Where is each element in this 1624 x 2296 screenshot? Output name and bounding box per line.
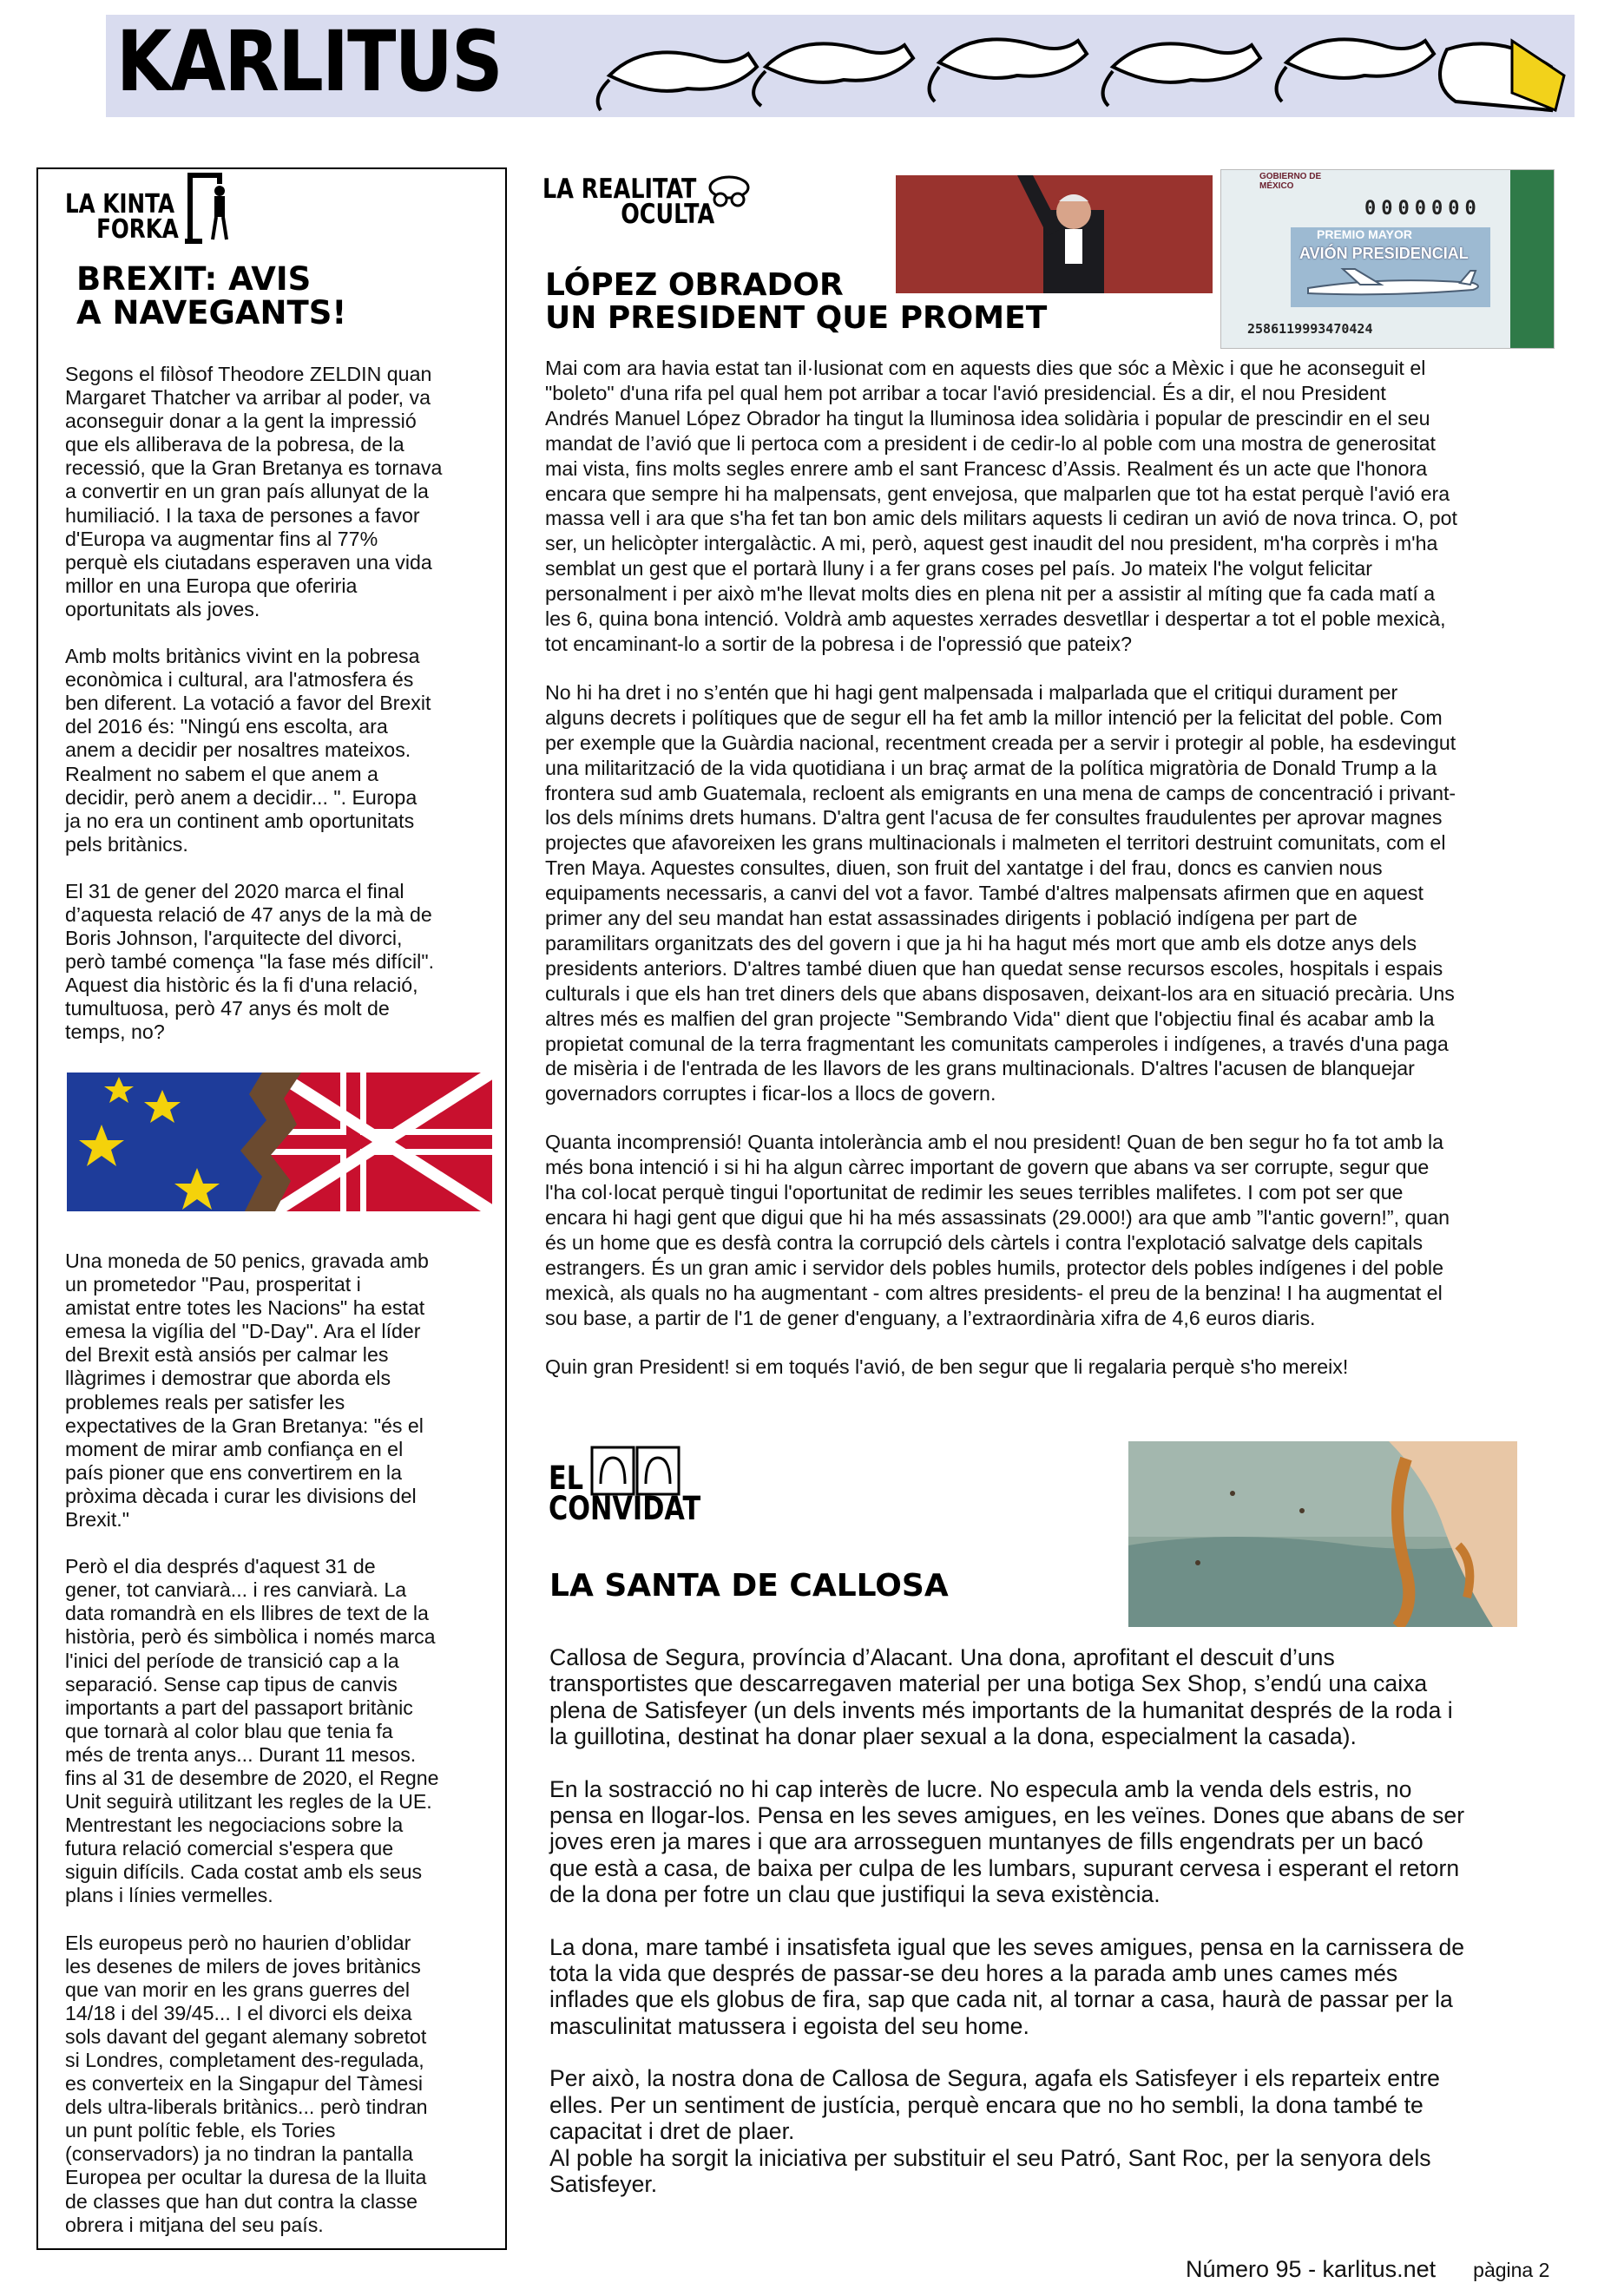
section-logo-line: OCULTA [621,199,715,231]
ticket-prize: AVIÓN PRESIDENCIAL [1299,245,1469,262]
venus-painting [1128,1441,1517,1627]
paragraph: Per això, la nostra dona de Callosa de Segura, agafa els Satisfeyer i els reparteix entre elles. Per un sentiment de justícia, perquè encara que no ho sembli, la dona també te capacitat i dret de plaer. Al poble ha sorgit la iniciativa per substituir el seu Patró, Sant Roc, per la senyora dels Satisfeyer. [549,2065,1440,2197]
la-kinta-forka-logo [65,189,204,245]
paragraph: Quin gran President! si em toqués l'avió, de ben segur que li regalaria perquè s'ho mereix! [545,1355,1349,1378]
section-logo-line: LA KINTA [65,189,174,220]
brexit-headline: BREXIT: AVIS A NAVEGANTS! [76,260,347,331]
paragraph: Segons el filòsof Theodore ZELDIN quan Margaret Thatcher va arribar al poder, va aconseguir donar a la gent la impressió que els alliberava de la pobresa, de la recessió, que la Gran Bretanya es tornava a convertir en un gran país allunyat de la humiliació. I la taxa de persones a favor d'Europa va augmentar fins al 77% perquè els ciutadans esperaven una vida millor en una Europa que oferiria oportunitats als joves. [65,363,443,620]
paragraph: En la sostracció no hi cap interès de lucre. No especula amb la venda dels estris, no pensa en llogar-los. Pensa en les seves amigues, en les veïnes. Dones que abans de ser joves eren ja mares i que ara arrosseguen muntanyes de fills engendrats per un bacó que està a casa, de baixa per culpa de les lumbars, supurant cervesa i esperant el retorn de la dona per fotre un clau que justifiqui la seva existència. [549,1775,1465,1908]
santa-callosa-headline: LA SANTA DE CALLOSA [549,1568,949,1604]
ticket-serial: 2586119993470424 [1247,321,1373,337]
paragraph: Mai com ara havia estat tan il·lusionat com en aquests dies que sóc a Mèxic i que he aconseguit el "boleto" d'una rifa pel qual hem pot arribar a tocar l'avió presidencial. És a dir, el nou President Andrés Manuel López Obrador ha tingut la lluminosa idea solidària i popular de prescindir en el seu mandat de l’avió que li pertoca com a president i de cedir-lo al poble com una mostra de generositat mai vista, fins molts segles enrere amb el sant Francesc d’Assis. Realment és un acte que l'honora encara que sempre hi ha malpensats, gent envejosa, que malparlen que tot ha estat perquè l'avió era massa vell i ara que s'ha fet tan bon amic dels militars aquests li cediran un avió de nova trinca. O, pot ser, un helicòpter intergalàctic. A mi, però, aquest gest inaudit del nou president, m'ha corprès i m'ha semblat un gest que el portarà lluny i a fer grans coses pel país. Jo mateix l'he volgut felicitar personalment i per això m'he llevat molts dies en plena nit per a assistir al míting que fa cada matí a les 6, quina bona intenció. Voldrà amb aquestes xerrades desvetllar i despertar a tot el poble mexicà, tot encaminant-lo a sortir de la pobresa i de l'opressió que pateix? [545,357,1457,655]
paragraph: Quanta incomprensió! Quanta intolerància amb el nou president! Quan de ben segur ho fa tot amb la més bona intenció i si hi ha algun càrrec important de govern que abans va ser corrupte, segur que l'ha col·locat perquè tingui l'oportunitat de redimir les seues terribles malifetes. I com pot ser que encara hi hagi gent que digui que hi ha més assassinats (29.000!) ara que amb ”l'antic govern!”, quan és un home que es desfà contra la corrupció dels càrtels i contra l'explotació salvatge dels capitals estrangers. És un gran amic i servidor dels pobles humils, protector dels pobles indígenes i del poble mexicà, als quals no ha augmentant - com altres presidents- el preu de la benzina! I ha augmentat el sou base, a partir de l'1 de gener d'enguany, a l’extraordinària xifra de 4,6 euros diaris. [545,1131,1450,1329]
ticket-number: 0000000 [1364,198,1482,220]
section-logo-line: LA REALITAT [542,174,697,205]
president-photo [896,175,1213,293]
section-logo-line: EL [549,1460,584,1497]
brexit-article-bottom [65,1250,499,2260]
masthead-title: KARLITUS [116,15,502,110]
airplane-icon [1299,266,1490,304]
ticket-prize-label: PREMIO MAYOR [1317,227,1412,241]
section-logo-line: FORKA [96,213,179,245]
lopez-obrador-article [545,356,1604,1402]
paragraph: Una moneda de 50 penics, gravada amb un prometedor "Pau, prosperitat i amistat entre totes les Nacions" ha estat emesa la vigília del "D-Day". Ara el líder del Brexit està ansiós per calmar les llàgrimes i demostrar que aborda els problemes reals per satisfer les expectatives de la Gran Bretanya: "és el moment de mirar amb confiança en el país pioner que ens convertirem en la pròxima dècada i curar les divisions del Brexit." [65,1250,429,1532]
santa-callosa-article [549,1644,1604,2223]
page-number: pàgina 2 [1473,2259,1550,2281]
paragraph: Però el dia després d'aquest 31 de gener, tot canviarà... i res canviarà. La data romandrà en els llibres de text de la història, però és simbòlica i només marca l'inici del període de transició cap a la separació. Sense cap tipus de canvis importants a part del passaport britànic que tornarà al color blau que tenia fa més de trenta anys... Durant 11 mesos. fins al 31 de desembre de 2020, el Regne Unit seguirà utilitzant les regles de la UE. Mentrestant les negociacions sobre la futura relació comercial s'espera que siguin difícils. Cada costat amb els seus plans i línies vermelles. [65,1555,439,1907]
masthead-banner [106,15,1575,117]
page-footer [1186,2256,1549,2283]
paragraph: Els europeus però no haurien d’oblidar les desenes de milers de joves britànics que van morir en les grans guerres del 14/18 i del 39/45... I el divorci els deixa sols davant del gegant alemany sobretot si Londres, completament des-regulada, es converteix en la Singapur del Tàmesi dels ultra-liberals britànics... però tindran un punt polític feble, els Tories (conservadors) ja no tindran la pantalla Europea per ocultar la duresa de la lluita de classes que han dut contra la classe obrera i mitjana del seu país. [65,1931,428,2236]
lottery-ticket [1220,169,1555,349]
paragraph: La dona, mare també i insatisfeta igual que les seves amigues, pensa en la carnissera de tota la vida que després de passar-se deu hores a la parada amb unes cames més inflades que els globus de fira, sap que cada nit, al tornar a casa, haurà de passar per la masculinitat matussera i egoista del seu home. [549,1933,1465,2039]
paragraph: Amb molts britànics vivint en la pobresa econòmica i cultural, ara l'atmosfera és ben diferent. La votació a favor del Brexit del 2016 és: "Ningú ens escolta, ara anem a decidir per nosaltres mateixos. Realment no sabem el que anem a decidir, però anem a decidir... ". Europa ja no era un continent amb oportunitats pels britànics. [65,645,431,856]
el-convidat-logo [549,1460,734,1528]
brexit-article-top [65,363,499,1068]
paragraph: Callosa de Segura, província d’Alacant. Una dona, aprofitant el descuit d’uns transportistes que descarregaven material per una botiga Sex Shop, s’endú una caixa plena de Satisfeyer (un dels invents més importants de la humanitat després de la roda i la guillotina, destinat ha donar plaer sexual a la dona, especialment la casada). [549,1644,1453,1750]
gallows-icon [185,172,230,245]
paragraph: El 31 de gener del 2020 marca el final d’aquesta relació de 47 anys de la mà de Boris Johnson, l'arquitecte del divorci, però també comença "la fase més difícil". Aquest dia històric és la fi d'una relació, tumultuosa, però 47 anys és molt de temps, no? [65,879,435,1044]
issue-label: Número 95 - karlitus.net [1186,2256,1437,2282]
lopez-obrador-headline: LÓPEZ OBRADOR UN PRESIDENT QUE PROMET [545,267,1048,336]
hat-glasses-icon [705,175,753,210]
brexit-flag-image [67,1073,492,1211]
ticket-issuer: GOBIERNO DE MÉXICO [1259,172,1322,191]
paragraph: No hi ha dret i no s’entén que hi hagi gent malpensada i malparlada que el critiqui durament per alguns decrets i polítiques que de segur ell ha fet amb la millor intenció per la felicitat del poble. Com per exemple que la Guàrdia nacional, recentment creada per a servir i protegir al poble, ha esdevingut una militarització de la vida quotidiana i un braç armat de la política migratòria de Donald Trump a la frontera sud amb Guatemala, recloent als emigrants en una mena de camps de concentració i privant- los dels mínims drets humans. D'altra gent l'acusa de fer consultes fraudulentes per aprovar magnes projectes que afavoreixen les grans multinacionals i malmeten el territori destruint comunitats, com el Tren Maya. Aquestes consultes, diuen, son fruit del xantatge i del frau, doncs es canvien nous equipaments necessaris, a canvi del vot a favor. També d'altres malpensats afirmen que en aquest primer any del seu mandat han estat assassinades dirigents i població indígena per part de paramilitars organitzats des del govern i que ja hi ha hagut més mort que amb els dotze anys dels presidents anteriors. D'altres també diuen que han quedat sense recursos escoles, hospitals i espais culturals i que els han tret diners dels que abans disposaven, deixant-los ara en situació precària. Uns altres més es malfien del gran projecte "Sembrando Vida" dient que l'objectiu final és acabar amb la propietat comunal de la terra fragmentant les comunitats camperoles i indígenes, a través d'una paga de misèria i de l'entrada de les llavors de les grans multinacionals. D'altres l'acusen de blanquejar governadors corruptes i ficar-los a llocs de govern. [545,680,1456,1105]
rats-illustration [592,15,1573,117]
section-logo-line: CONVIDAT [549,1490,701,1528]
